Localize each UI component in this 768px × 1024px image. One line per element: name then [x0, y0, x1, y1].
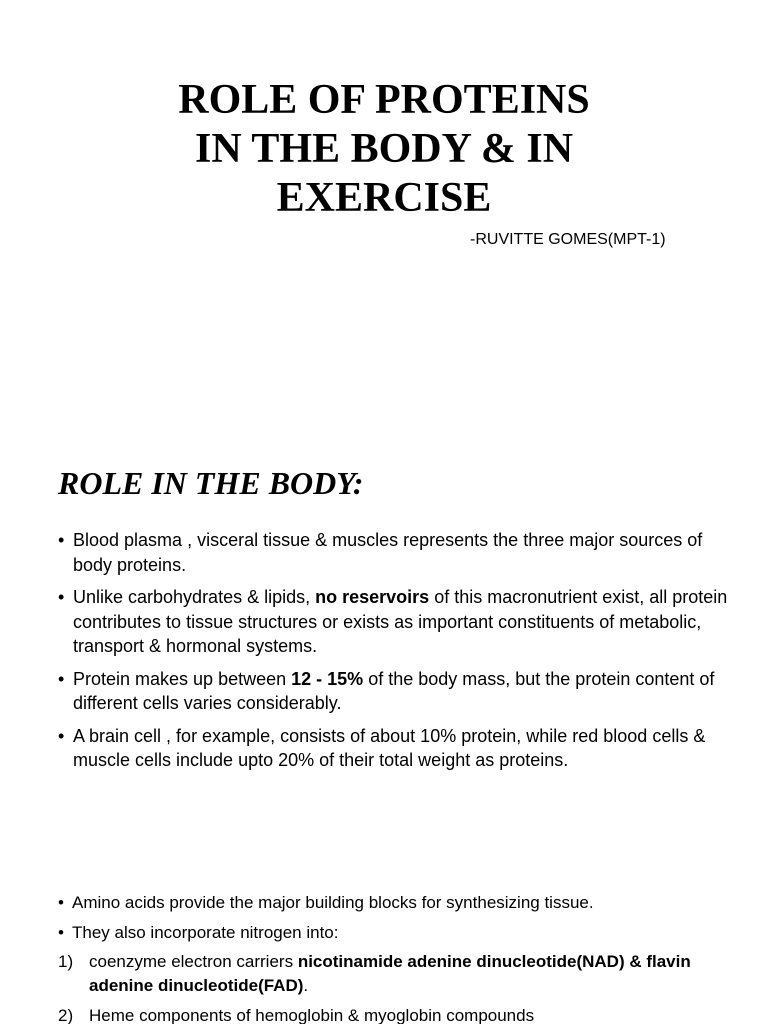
bullet-marker: •	[58, 923, 64, 942]
item-text: Heme components of hemoglobin & myoglobin compounds	[89, 1006, 535, 1024]
item-number: 2)	[58, 1006, 74, 1024]
numbered-list	[58, 950, 728, 1024]
bullet-item	[58, 528, 728, 577]
item-emphasis: nicotinamide adenine dinucleotide(NAD) & flavin adenine dinucleotide(FAD)	[89, 952, 691, 995]
bullet-text: Protein makes up between	[73, 668, 292, 689]
author-credit: -RUVITTE GOMES(MPT-1)	[470, 231, 666, 248]
numbered-item	[58, 950, 728, 998]
bullet-text: Amino acids provide the major building blocks for synthesizing tissue.	[72, 893, 594, 912]
bullet-text: of this macronutrient exist, all protein contributes to tissue structures or exists as important constituents of metabolic, transport & hormonal systems.	[73, 587, 728, 656]
bullet-emphasis: no reservoirs	[315, 587, 430, 607]
bullet-item	[58, 921, 728, 945]
amino-bullet-list	[58, 891, 728, 951]
bullet-emphasis: 12 - 15%	[291, 668, 364, 689]
bullet-marker: •	[58, 668, 65, 689]
bullet-marker: •	[58, 530, 65, 550]
bullet-text: A brain cell , for example, consists of about 10% protein, while red blood cells & muscle cells include upto 20% of their total weight as proteins.	[73, 725, 706, 770]
bullet-marker: •	[58, 725, 65, 746]
page-title	[0, 76, 768, 223]
title-line: IN THE BODY & IN	[194, 126, 574, 172]
bullet-text: They also incorporate nitrogen into:	[72, 923, 339, 942]
body-bullet-list	[58, 528, 728, 781]
bullet-text: of the body mass, but the protein content of different cells varies considerably.	[73, 668, 715, 713]
item-text: coenzyme electron carriers	[89, 952, 298, 971]
bullet-item	[58, 724, 728, 773]
numbered-item	[58, 1004, 728, 1024]
bullet-item	[58, 585, 728, 659]
item-text: .	[303, 976, 309, 995]
section-heading: ROLE IN THE BODY:	[58, 465, 364, 501]
item-number: 1)	[58, 952, 74, 971]
bullet-item	[58, 667, 728, 716]
bullet-item	[58, 891, 728, 915]
bullet-marker: •	[58, 587, 65, 607]
bullet-text: Unlike carbohydrates & lipids,	[73, 587, 316, 607]
title-line: ROLE OF PROTEINS	[178, 77, 590, 123]
bullet-marker: •	[58, 893, 64, 912]
title-line: EXERCISE	[276, 175, 492, 221]
bullet-text: Blood plasma , visceral tissue & muscles represents the three major sources of body proteins.	[73, 530, 703, 575]
